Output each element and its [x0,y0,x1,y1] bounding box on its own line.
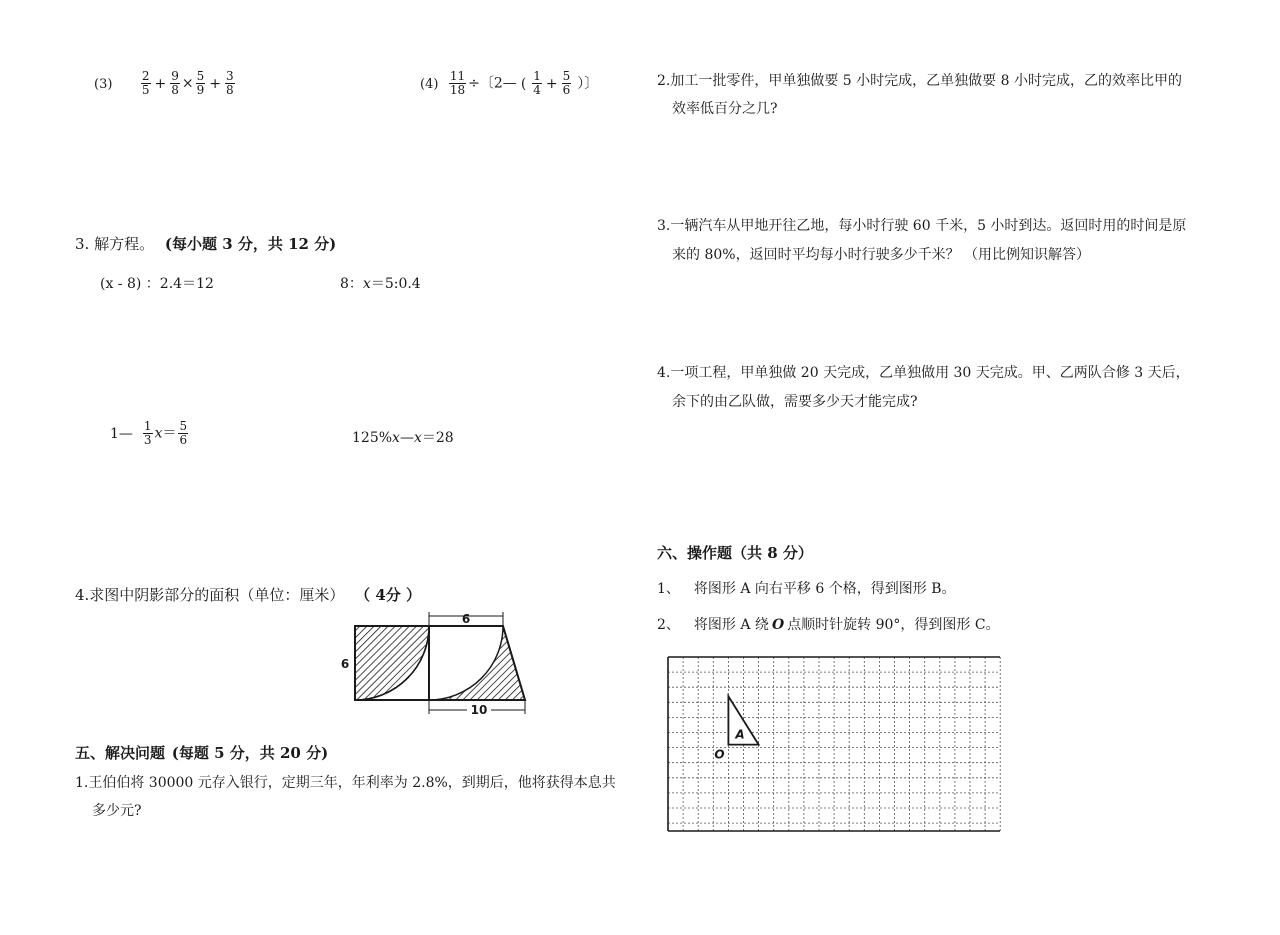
right-shaded-region [429,626,525,700]
fraction: $\frac{11}{18}$ [449,69,466,97]
problem-1-line-2: 多少元? [92,803,142,819]
fraction: $\frac{3}{8}$ [226,69,234,97]
fraction: $\frac{1}{3}$ [143,419,152,447]
left-shaded-region [355,626,429,700]
problem-3-line-1: 3.一辆汽车从甲地开往乙地，每小时行驶 60 千米，5 小时到达。返回时用的时间是原 [657,218,1187,234]
section-3-title [75,233,336,254]
section-6-title: 六、操作题（共 8 分） [657,544,813,562]
section-5-score: (每题 5 分，共 20 分) [171,744,329,762]
fraction: $\frac{1}{4}$ [533,69,541,97]
equation-2: 8：x＝5:0.4 [340,276,421,292]
operation-1: 1、 将图形 A 向右平移 6 个格，得到图形 B。 [657,581,956,597]
point-label-o: O [714,747,725,762]
section-3-heading: 3. 解方程。 [75,235,155,253]
equation-3: 1— $\frac{1}{3}$ x＝ $\frac{5}{6}$ [110,419,188,447]
section-3-score: (每小题 3 分，共 12 分) [164,235,337,253]
section-4-heading: 4.求图中阴影部分的面积（单位：厘米） [75,586,345,604]
problem-4-line-2: 余下的由乙队做，需要多少天才能完成? [672,394,918,410]
section-5-heading: 五、解决问题 [75,744,166,762]
fraction: $\frac{9}{8}$ [171,69,179,97]
equation-1: (x - 8) ：2.4＝12 [100,276,214,292]
section-4-score: （ 4分 ） [355,586,421,604]
problem-1-line-1: 1.王伯伯将 30000 元存入银行，定期三年，年利率为 2.8%，到期后，他将获得本息共 [75,775,616,791]
fraction: $\frac{5}{6}$ [562,69,571,97]
problem-2-line-1: 2.加工一批零件，甲单独做要 5 小时完成，乙单独做要 8 小时完成，乙的效率比甲的 [657,73,1182,89]
fraction: $\frac{5}{6}$ [179,419,188,447]
shaded-area-figure [335,608,535,720]
calc-4: (4) $\frac{11}{18}$ ÷〔2— ( $\frac{1}{4}$ + $\frac{5}{6}$ ）〕 [420,69,599,97]
triangle-label-a: A [735,727,745,742]
grid-diagram [664,655,1004,835]
problem-4-line-1: 4.一项工程，甲单独做 20 天完成，乙单独做用 30 天完成。甲、乙两队合修 3 天后， [657,365,1190,381]
figure-label-bottom: 10 [470,703,488,717]
calc-3: (3) $\frac{2}{5}$ + $\frac{9}{8}$ × $\frac{5}{9}$ + $\frac{3}{8}$ [94,69,234,97]
operation-2: 2、 将图形 A 绕 O 点顺时针旋转 90°，得到图形 C。 [657,617,1000,633]
section-5-title [75,742,328,763]
figure-label-left: 6 [340,657,350,671]
fraction: $\frac{2}{5}$ [141,69,150,97]
calc-4-label: (4) [420,76,439,92]
figure-label-top: 6 [461,612,471,626]
section-4-title [75,584,421,605]
calc-3-label: (3) [94,76,113,92]
problem-2-line-2: 效率低百分之几? [672,101,778,117]
equation-4: 125%x—x＝28 [352,430,454,446]
fraction: $\frac{5}{9}$ [196,69,205,97]
problem-3-line-2: 来的 80%，返回时平均每小时行驶多少千米？ （用比例知识解答） [672,247,1091,263]
